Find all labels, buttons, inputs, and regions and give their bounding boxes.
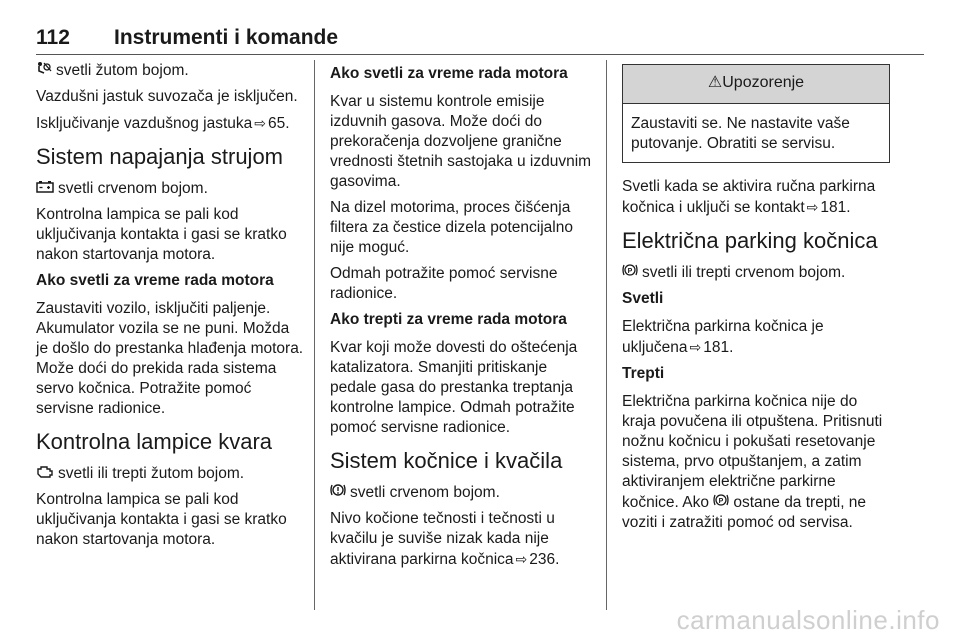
- battery-icon: [36, 178, 54, 198]
- warning-body: Zaustaviti se. Ne nastavite vaše putovanje. Obratiti se servisu.: [631, 115, 850, 152]
- chapter-title: Instrumenti i komande: [114, 26, 339, 49]
- battery-text: Kontrolna lampica se pali kod uključivanja kontakta i gasi se kratko nakon startovanja motora.: [36, 206, 287, 263]
- page-ref-link[interactable]: 181.: [820, 199, 851, 216]
- section-heading-epb: Električna parking kočnica: [622, 228, 878, 253]
- malfunction-line: svetli ili trepti žutom bojom.: [36, 463, 304, 484]
- header-rule: [36, 54, 924, 55]
- watermark: carmanualsonline.info: [676, 605, 940, 635]
- svg-text:P: P: [719, 498, 724, 505]
- subheading-if-lit-2: Ako svetli za vreme rada motora: [330, 65, 568, 82]
- warning-triangle-icon: ⚠: [707, 74, 723, 91]
- column-1: [36, 60, 304, 556]
- column-2: [330, 60, 592, 576]
- handbrake-line: Svetli kada se aktivira ručna parkirna kočnica i uključi se kontakt ⇨ 181.: [622, 178, 876, 216]
- subheading-if-lit: Ako svetli za vreme rada motora: [36, 272, 274, 289]
- page-header: [36, 26, 924, 54]
- malfunction-text: Kontrolna lampica se pali kod uključivanja kontakta i gasi se kratko nakon startovanja motora.: [36, 491, 287, 548]
- svg-text:P: P: [627, 268, 633, 275]
- parking-brake-icon: [713, 492, 729, 512]
- warning-title: Upozorenje: [722, 74, 805, 91]
- epb-engaged-line: Električna parkirna kočnica je uključena ⇨ 181.: [622, 318, 824, 356]
- warning-box: [622, 64, 890, 163]
- column-divider-1: [314, 60, 315, 610]
- engine-icon: [36, 463, 54, 483]
- subheading-flash: Trepti: [622, 365, 665, 382]
- brake-line: svetli crvenom bojom.: [330, 482, 592, 503]
- page-ref-link[interactable]: 236.: [529, 551, 560, 568]
- section-heading-malfunction: Kontrolna lampice kvara: [36, 429, 273, 454]
- section-heading-brake: Sistem kočnice i kvačila: [330, 448, 563, 473]
- emission-text: Kvar u sistemu kontrole emisije izduvnih gasova. Može doći do prekoračenja dozvoljene granične vrednosti štetnih sastojaka u izduvnim gasovima.: [330, 93, 592, 190]
- column-divider-2: [606, 60, 607, 610]
- page-ref-arrow-icon: ⇨: [689, 339, 702, 355]
- column-3: [622, 60, 890, 539]
- seek-service-text: Odmah potražite pomoć servisne radionice.: [330, 265, 558, 302]
- page-ref-link[interactable]: 65.: [268, 115, 290, 132]
- page-ref-arrow-icon: ⇨: [515, 551, 528, 567]
- catalyst-text: Kvar koji može dovesti do oštećenja katalizatora. Smanjiti pritiskanje pedale gasa do prestanka treptanja kontrolne lampice. Odmah potražite pomoć servisne radionice.: [330, 339, 578, 436]
- warning-header: [623, 65, 889, 104]
- airbag-ref-line: Isključivanje vazdušnog jastuka ⇨ 65.: [36, 115, 290, 132]
- page-ref-arrow-icon: ⇨: [254, 115, 266, 131]
- epb-line: P svetli ili trepti crvenom bojom.: [622, 262, 890, 283]
- section-heading-power: Sistem napajanja strujom: [36, 144, 284, 169]
- subheading-lit: Svetli: [622, 290, 664, 307]
- if-lit-text: Zaustaviti vozilo, isključiti paljenje. Akumulator vozila se ne puni. Možda je došlo do prestanka hlađenja motora. Može doći do prekida rada sistema servo kočnica. Potražite pomoć servisne radionice.: [36, 300, 304, 417]
- airbag-off-line: svetli žutom bojom.: [36, 60, 304, 81]
- airbag-off-icon: [36, 60, 52, 80]
- battery-line: svetli crvenom bojom.: [36, 178, 304, 199]
- airbag-off-text: Vazdušni jastuk suvozača je isključen.: [36, 88, 298, 105]
- page-number: 112: [36, 26, 70, 49]
- brake-fluid-line: Nivo kočione tečnosti i tečnosti u kvačilu je suviše nizak kada nije aktivirana parkirna kočnica ⇨ 236.: [330, 510, 560, 568]
- page-ref-arrow-icon: ⇨: [806, 199, 819, 215]
- epb-flash-text: Električna parkirna kočnica nije do kraja povučena ili otpuštena. Pritisnuti nožnu kočnicu i pokušati resetovanje sistema, prvo otpuštanjem, a zatim aktiviranjem električne parkirne kočnice. Ako P ostane da trepti, ne voziti i zatražiti pomoć od servisa.: [622, 393, 883, 531]
- parking-brake-icon: [622, 262, 638, 282]
- page-ref-link[interactable]: 181.: [703, 339, 734, 356]
- diesel-filter-text: Na dizel motorima, proces čišćenja filtera za čestice dizela potencijalno nije moguć.: [330, 199, 573, 256]
- brake-warning-icon: [330, 482, 346, 502]
- subheading-if-flash: Ako trepti za vreme rada motora: [330, 311, 567, 328]
